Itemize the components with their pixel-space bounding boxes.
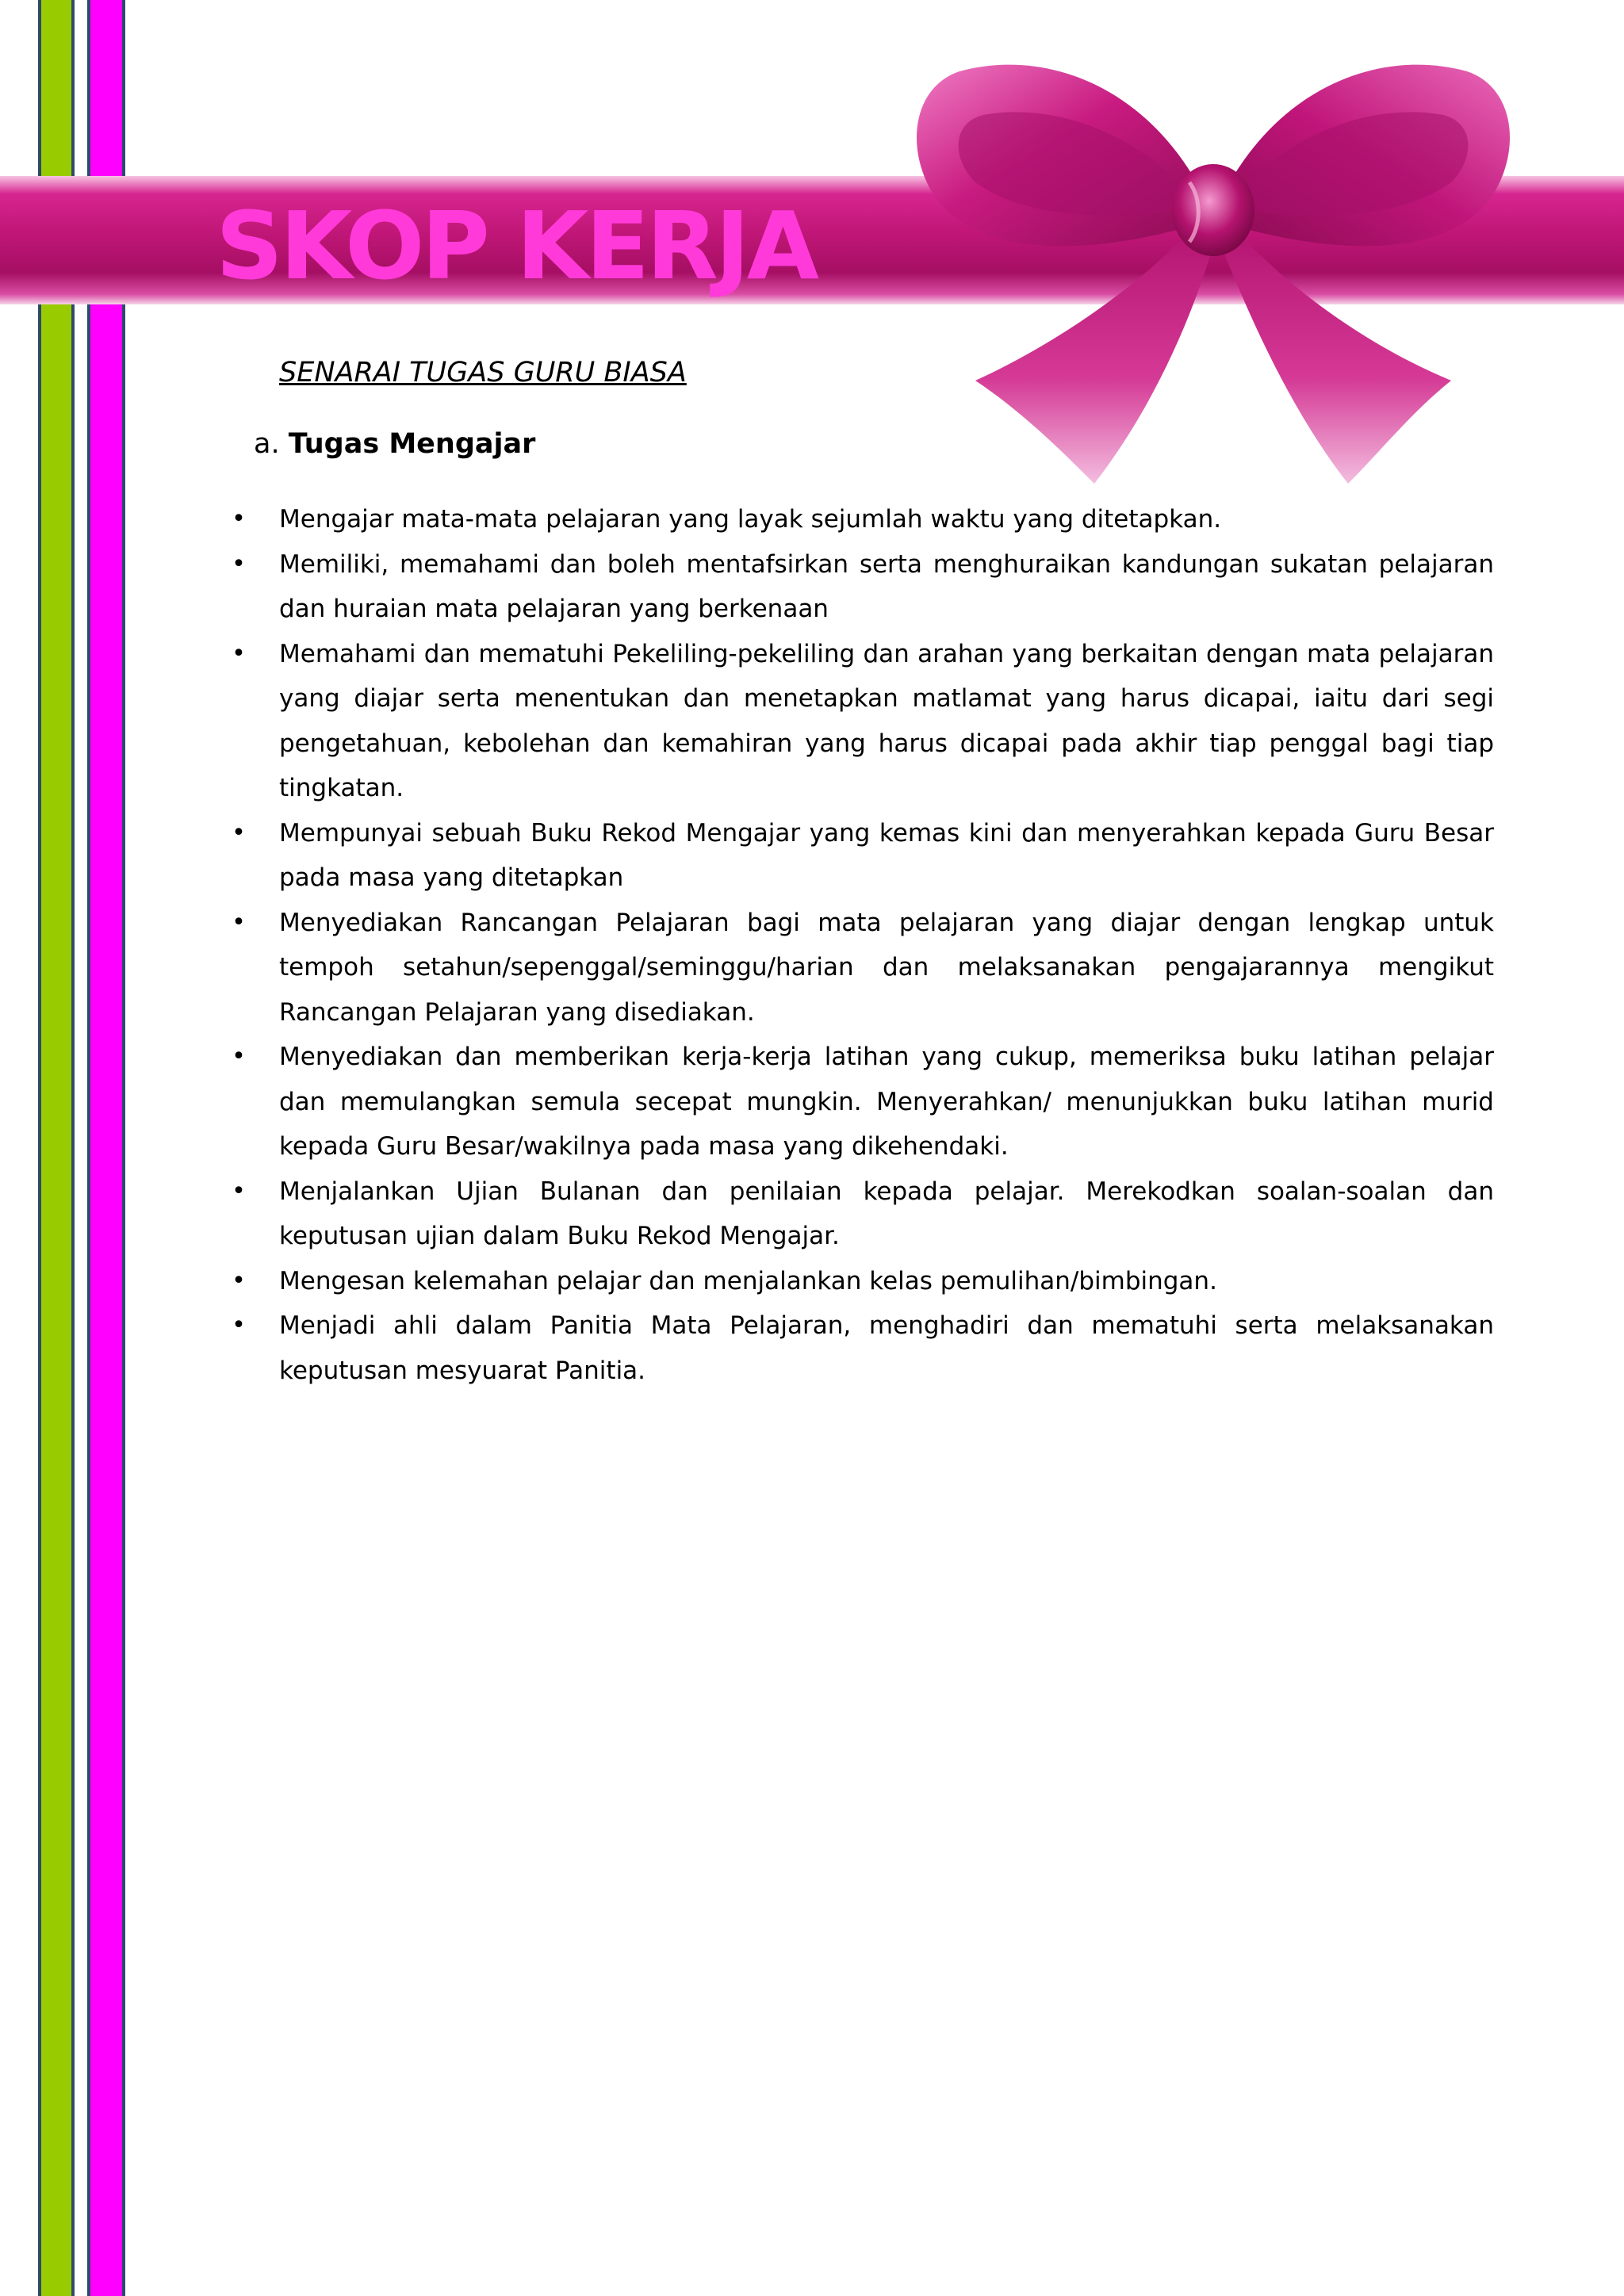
duty-list: [232, 497, 1494, 1393]
page-title: SKOP KERJA: [216, 191, 817, 300]
sub-heading-letter: a.: [254, 428, 280, 460]
list-item: [232, 1259, 1494, 1304]
list-item: [232, 1303, 1494, 1393]
list-item: [232, 497, 1494, 542]
bullet-icon: •: [232, 505, 246, 533]
section-heading: SENARAI TUGAS GURU BIASA: [279, 357, 687, 388]
list-item: [232, 542, 1494, 632]
bullet-icon: •: [232, 1311, 246, 1339]
ribbon-bow-icon: [864, 40, 1562, 492]
list-item-text: Menjalankan Ujian Bulanan dan penilaian kepada pelajar. Merekodkan soalan-soalan dan keputusan ujian dalam Buku Rekod Mengajar.: [279, 1177, 1494, 1250]
bullet-icon: •: [232, 818, 246, 847]
list-item: [232, 901, 1494, 1035]
bullet-icon: •: [232, 908, 246, 936]
list-item: [232, 811, 1494, 901]
bullet-icon: •: [232, 1177, 246, 1205]
bullet-icon: •: [232, 1043, 246, 1070]
list-item-text: Memiliki, memahami dan boleh mentafsirkan serta menghuraikan kandungan sukatan pelajaran dan huraian mata pelajaran yang berkenaan: [279, 549, 1494, 623]
list-item-text: Menyediakan Rancangan Pelajaran bagi mata pelajaran yang diajar dengan lengkap untuk tempoh setahun/sepenggal/seminggu/harian dan melaksanakan pengajarannya mengikut Rancangan Pelajaran yang disediakan.: [279, 908, 1494, 1027]
list-item: [232, 1169, 1494, 1259]
list-item-text: Menyediakan dan memberikan kerja-kerja latihan yang cukup, memeriksa buku latihan pelajar dan memulangkan semula secepat mungkin. Menyerahkan/ menunjukkan buku latihan murid kepada Guru Besar/wakilnya pada masa yang dikehendaki.: [279, 1043, 1494, 1161]
list-item-text: Menjadi ahli dalam Panitia Mata Pelajaran, menghadiri dan mematuhi serta melaksanakan keputusan mesyuarat Panitia.: [279, 1311, 1494, 1385]
list-item: [232, 1035, 1494, 1169]
sub-heading-title: Tugas Mengajar: [288, 428, 536, 460]
left-magenta-stripe: [87, 0, 125, 2296]
bullet-icon: •: [232, 1266, 246, 1295]
list-item-text: Memahami dan mematuhi Pekeliling-pekeliling dan arahan yang berkaitan dengan mata pelajaran yang diajar serta menentukan dan menetapkan matlamat yang harus dicapai, iaitu dari segi pengetahuan, kebolehan dan kemahiran yang harus dicapai pada akhir tiap penggal bagi tiap tingkatan.: [279, 639, 1494, 802]
list-item: [232, 632, 1494, 811]
list-item-text: Mengesan kelemahan pelajar dan menjalankan kelas pemulihan/bimbingan.: [279, 1266, 1217, 1295]
bullet-icon: •: [232, 549, 246, 578]
list-item-text: Mempunyai sebuah Buku Rekod Mengajar yang kemas kini dan menyerahkan kepada Guru Besar pada masa yang ditetapkan: [279, 818, 1494, 892]
bullet-icon: •: [232, 639, 246, 668]
list-item-text: Mengajar mata-mata pelajaran yang layak sejumlah waktu yang ditetapkan.: [279, 505, 1222, 534]
sub-heading: [254, 427, 535, 461]
left-green-stripe: [38, 0, 75, 2296]
